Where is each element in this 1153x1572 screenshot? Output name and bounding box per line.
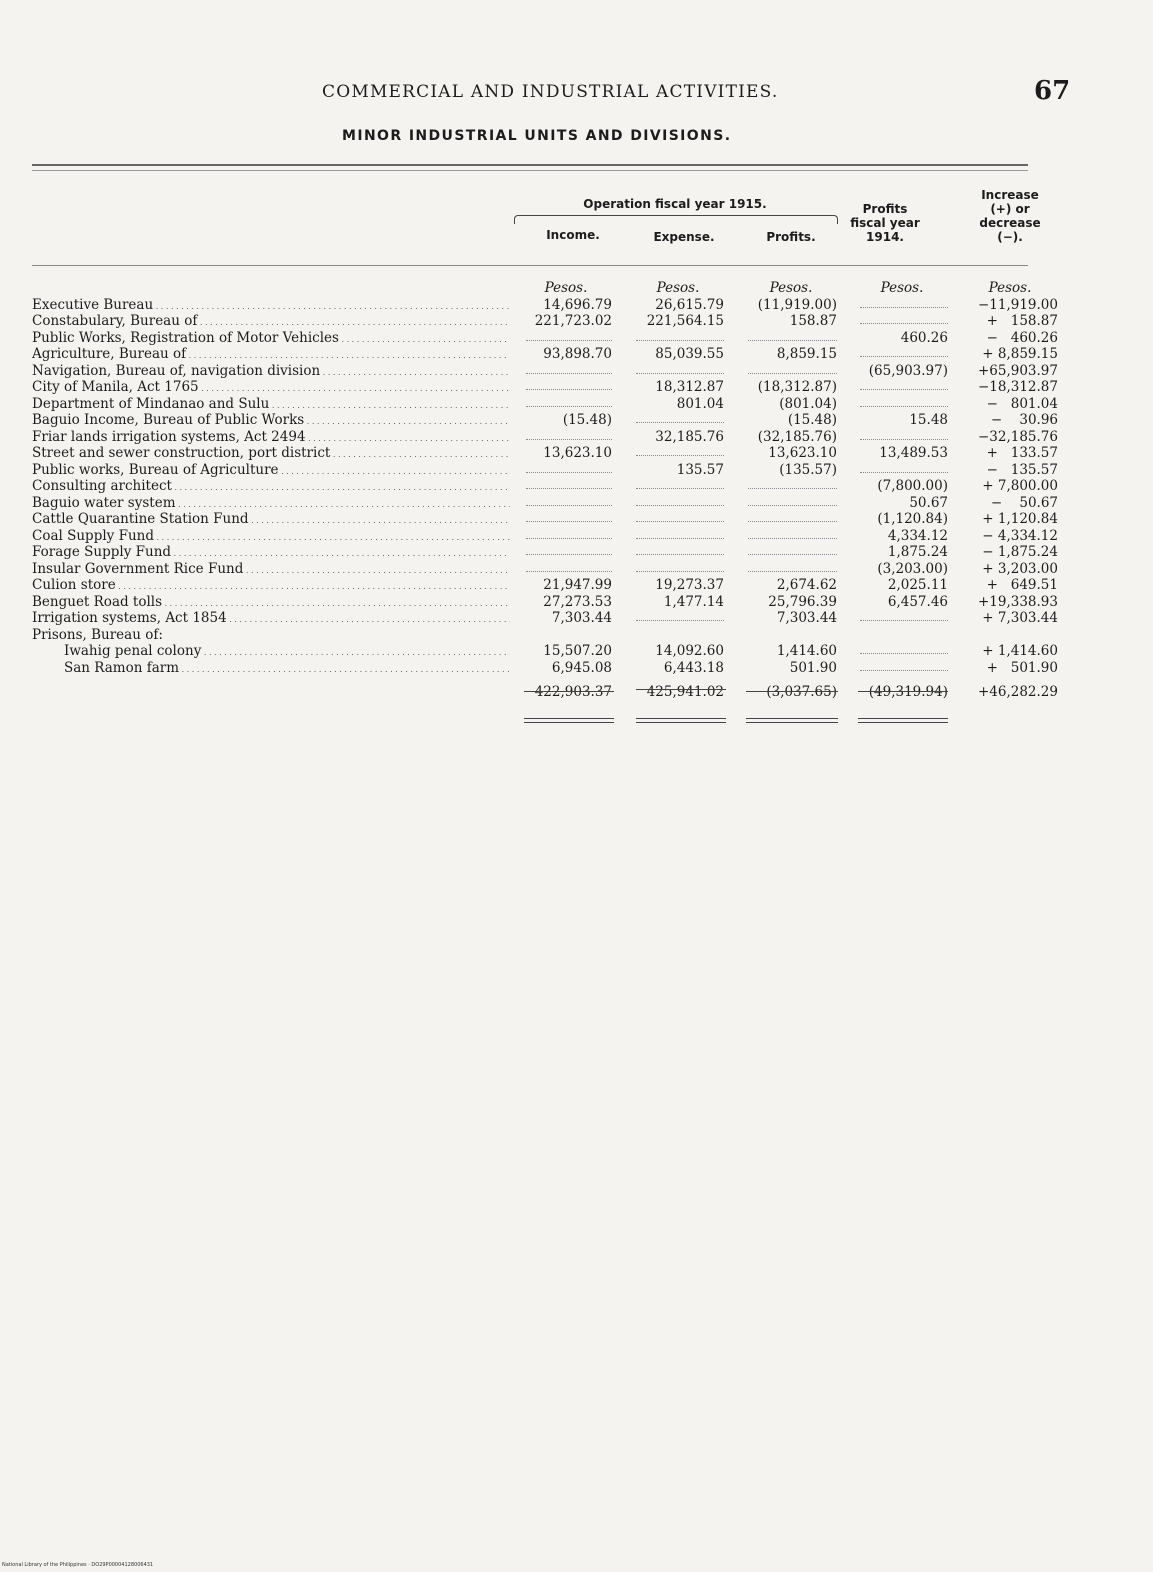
row-label: Iwahig penal colony . . . [64, 643, 510, 662]
cell-profits-1914: 4,334.12 [887, 527, 948, 544]
cell-change: − 801.04 [986, 395, 1058, 412]
cell-profits: 7,303.44 [776, 610, 837, 626]
cell-change: −11,919.00 [977, 296, 1058, 313]
cell-change: + 7,303.44 [982, 610, 1058, 626]
blank-cell-leader [748, 488, 837, 490]
cell-profits: 13,623.10 [768, 445, 837, 461]
col-header-income: Income. [546, 228, 600, 242]
cell-change: + 158.87 [986, 313, 1058, 329]
table-row [0, 544, 1153, 561]
table-row [0, 346, 1153, 363]
blank-cell-leader [860, 620, 948, 622]
cell-income: 7,303.44 [551, 610, 612, 626]
blank-cell-leader [526, 554, 612, 556]
blank-cell-leader [748, 505, 837, 507]
cell-income: 14,696.79 [543, 296, 612, 313]
row-label: Friar lands irrigation systems, Act 2494 . . . [32, 429, 510, 448]
row-label: Cattle Quarantine Station Fund . . . [32, 511, 510, 530]
blank-cell-leader [748, 373, 837, 375]
cell-change: + 3,203.00 [982, 560, 1058, 577]
table-row [0, 478, 1153, 495]
blank-cell-leader [860, 406, 948, 408]
table-row [0, 445, 1153, 462]
table-row [0, 297, 1153, 314]
page-number: 67 [1034, 76, 1071, 106]
cell-profits: 25,796.39 [768, 593, 837, 610]
cell-change: + 501.90 [986, 659, 1058, 676]
blank-cell-leader [748, 538, 837, 540]
cell-expense: 1,477.14 [663, 593, 724, 610]
cell-profits: 2,674.62 [776, 577, 837, 593]
cell-change: −32,185.76 [977, 428, 1058, 445]
cell-profits: 501.90 [789, 659, 837, 676]
row-label: Coal Supply Fund . . . [32, 528, 510, 547]
cell-profits-1914: 50.67 [909, 494, 948, 511]
row-label: Consulting architect . . . [32, 478, 510, 497]
cell-expense: 18,312.87 [655, 379, 724, 395]
cell-profits-1914: (3,203.00) [877, 560, 948, 577]
total-profits-1914: (49,319.94) [868, 684, 948, 700]
cell-profits-1914: 13,489.53 [879, 445, 948, 461]
running-head [0, 76, 1153, 110]
row-label: Street and sewer construction, port district . . . [32, 445, 510, 464]
col-header-profits-1914: Profits fiscal year 1914. [850, 202, 920, 244]
blank-cell-leader [636, 455, 724, 457]
row-label: City of Manila, Act 1765 . . . [32, 379, 510, 398]
table-row [0, 412, 1153, 429]
cell-change: + 1,414.60 [982, 643, 1058, 659]
total-profits: (3,037.65) [766, 684, 837, 700]
blank-cell-leader [526, 406, 612, 408]
group-label: Prisons, Bureau of: [32, 626, 163, 643]
blank-cell-leader [860, 307, 948, 309]
cell-profits: (32,185.76) [757, 428, 837, 445]
row-label: Irrigation systems, Act 1854 . . . [32, 610, 510, 629]
row-label: Agriculture, Bureau of . . . [32, 346, 510, 365]
cell-profits: (11,919.00) [757, 296, 837, 313]
cell-expense: 6,443.18 [663, 659, 724, 676]
table-row [0, 594, 1153, 611]
cell-profits: (18,312.87) [757, 379, 837, 395]
row-label: Benguet Road tolls . . . [32, 594, 510, 613]
table-row [0, 610, 1153, 627]
blank-cell-leader [526, 538, 612, 540]
blank-cell-leader [526, 505, 612, 507]
blank-cell-leader [636, 373, 724, 375]
blank-cell-leader [748, 521, 837, 523]
blank-cell-leader [526, 488, 612, 490]
row-label: Public works, Bureau of Agriculture . . . [32, 462, 510, 481]
cell-expense: 221,564.15 [646, 313, 724, 329]
table-row [0, 330, 1153, 347]
subtotal-rule [858, 691, 948, 692]
cell-change: − 135.57 [986, 461, 1058, 478]
cell-change: + 1,120.84 [982, 511, 1058, 527]
cell-change: − 1,875.24 [982, 544, 1058, 560]
row-label: Navigation, Bureau of, navigation division . . . [32, 363, 510, 382]
blank-cell-leader [748, 571, 837, 573]
blank-cell-leader [636, 340, 724, 342]
cell-profits-1914: 1,875.24 [887, 544, 948, 560]
blank-cell-leader [860, 439, 948, 441]
footer-credit: National Library of the Philippines · DO29P00004128006431 [2, 1562, 154, 1568]
cell-change: + 133.57 [986, 445, 1058, 461]
cell-profits: (135.57) [779, 461, 837, 478]
total-expense: 425,941.02 [646, 684, 724, 700]
col-header-profits: Profits. [766, 230, 816, 244]
blank-cell-leader [526, 389, 612, 391]
cell-profits-1914: (1,120.84) [877, 511, 948, 527]
table-row [0, 396, 1153, 413]
subtotal-rule [636, 689, 726, 690]
cell-expense: 135.57 [676, 461, 724, 478]
total-income: 422,903.37 [534, 684, 612, 700]
table-body [0, 280, 1153, 701]
cell-profits-1914: 6,457.46 [887, 593, 948, 610]
cell-change: − 30.96 [990, 412, 1058, 428]
blank-cell-leader [860, 670, 948, 672]
cell-change: − 460.26 [986, 329, 1058, 346]
table-row [0, 313, 1153, 330]
total-double-rule [746, 718, 838, 723]
table-row [0, 660, 1153, 677]
cell-profits-1914: 15.48 [909, 412, 948, 428]
table-row [0, 561, 1153, 578]
cell-expense: 19,273.37 [655, 577, 724, 593]
cell-profits-1914: (65,903.97) [868, 362, 948, 379]
cell-change: − 50.67 [990, 494, 1058, 511]
col-header-increase-decrease: Increase (+) or decrease (−). [979, 188, 1041, 244]
row-label: San Ramon farm . . . [64, 660, 510, 679]
group-header: Operation fiscal year 1915. [583, 197, 767, 211]
cell-income: 93,898.70 [543, 346, 612, 362]
cell-change: − 4,334.12 [982, 527, 1058, 544]
blank-cell-leader [636, 488, 724, 490]
cell-income: 15,507.20 [543, 643, 612, 659]
units-row [0, 280, 1153, 297]
row-label: Insular Government Rice Fund . . . [32, 561, 510, 580]
blank-cell-leader [526, 373, 612, 375]
cell-profits-1914: 2,025.11 [887, 577, 948, 593]
cell-profits: 1,414.60 [776, 643, 837, 659]
group-label-row [0, 627, 1153, 644]
cell-expense: 85,039.55 [655, 346, 724, 362]
row-label: Department of Mindanao and Sulu . . . [32, 396, 510, 415]
cell-change: +65,903.97 [977, 362, 1058, 379]
blank-cell-leader [526, 521, 612, 523]
table-row [0, 462, 1153, 479]
table-row [0, 577, 1153, 594]
total-double-rule [636, 718, 726, 723]
unit-label: Pesos. [769, 280, 813, 296]
blank-cell-leader [636, 620, 724, 622]
cell-profits-1914: (7,800.00) [877, 478, 948, 494]
blank-cell-leader [860, 389, 948, 391]
row-label: Baguio Income, Bureau of Public Works . . . [32, 412, 510, 431]
total-double-rule [858, 718, 948, 723]
table-row [0, 528, 1153, 545]
table-row [0, 379, 1153, 396]
blank-cell-leader [636, 505, 724, 507]
group-header-brace [514, 215, 838, 224]
cell-expense: 14,092.60 [655, 643, 724, 659]
unit-label: Pesos. [988, 280, 1032, 296]
top-rule [32, 164, 1028, 166]
cell-change: + 649.51 [986, 577, 1058, 593]
subtotal-rule [746, 691, 838, 692]
row-label: Executive Bureau . . . [32, 297, 510, 316]
table-row [0, 429, 1153, 446]
unit-label: Pesos. [880, 280, 924, 296]
cell-income: 221,723.02 [534, 313, 612, 329]
row-label: Public Works, Registration of Motor Vehicles . . . [32, 330, 510, 349]
blank-cell-leader [860, 323, 948, 325]
unit-label: Pesos. [544, 280, 588, 296]
blank-cell-leader [860, 356, 948, 358]
subtotal-rule [524, 691, 614, 692]
cell-change: + 7,800.00 [982, 478, 1058, 494]
cell-income: 27,273.53 [543, 593, 612, 610]
table-row [0, 643, 1153, 660]
running-title: COMMERCIAL AND INDUSTRIAL ACTIVITIES. [322, 82, 779, 102]
cell-income: 6,945.08 [551, 659, 612, 676]
blank-cell-leader [860, 653, 948, 655]
row-label: Constabulary, Bureau of . . . [32, 313, 510, 332]
blank-cell-leader [636, 538, 724, 540]
blank-cell-leader [636, 554, 724, 556]
blank-cell-leader [860, 472, 948, 474]
cell-income: 21,947.99 [543, 577, 612, 593]
spacer [0, 676, 1153, 684]
header-rule [32, 265, 1028, 266]
blank-cell-leader [526, 439, 612, 441]
blank-cell-leader [636, 422, 724, 424]
cell-change: +19,338.93 [977, 593, 1058, 610]
cell-income: 13,623.10 [543, 445, 612, 461]
cell-change: + 8,859.15 [982, 346, 1058, 362]
row-label: Baguio water system . . . [32, 495, 510, 514]
cell-profits: (801.04) [779, 395, 837, 412]
col-header-expense: Expense. [653, 230, 715, 244]
row-label: Forage Supply Fund . . . [32, 544, 510, 563]
blank-cell-leader [526, 571, 612, 573]
blank-cell-leader [748, 554, 837, 556]
table-row [0, 363, 1153, 380]
unit-label: Pesos. [656, 280, 700, 296]
blank-cell-leader [748, 340, 837, 342]
cell-income: (15.48) [562, 412, 612, 428]
table-title: MINOR INDUSTRIAL UNITS AND DIVISIONS. [342, 128, 732, 144]
cell-expense: 32,185.76 [655, 428, 724, 445]
top-rule-thin [32, 170, 1028, 171]
cell-profits-1914: 460.26 [900, 329, 948, 346]
blank-cell-leader [636, 521, 724, 523]
table-row [0, 511, 1153, 528]
total-double-rule [524, 718, 614, 723]
cell-change: −18,312.87 [977, 379, 1058, 395]
total-change: +46,282.29 [977, 684, 1058, 700]
cell-expense: 801.04 [676, 395, 724, 412]
blank-cell-leader [636, 571, 724, 573]
cell-profits: 158.87 [789, 313, 837, 329]
cell-expense: 26,615.79 [655, 296, 724, 313]
cell-profits: 8,859.15 [776, 346, 837, 362]
blank-cell-leader [526, 472, 612, 474]
table-row [0, 495, 1153, 512]
row-label: Culion store . . . [32, 577, 510, 596]
totals-row [0, 684, 1153, 701]
cell-profits: (15.48) [787, 412, 837, 428]
blank-cell-leader [526, 340, 612, 342]
